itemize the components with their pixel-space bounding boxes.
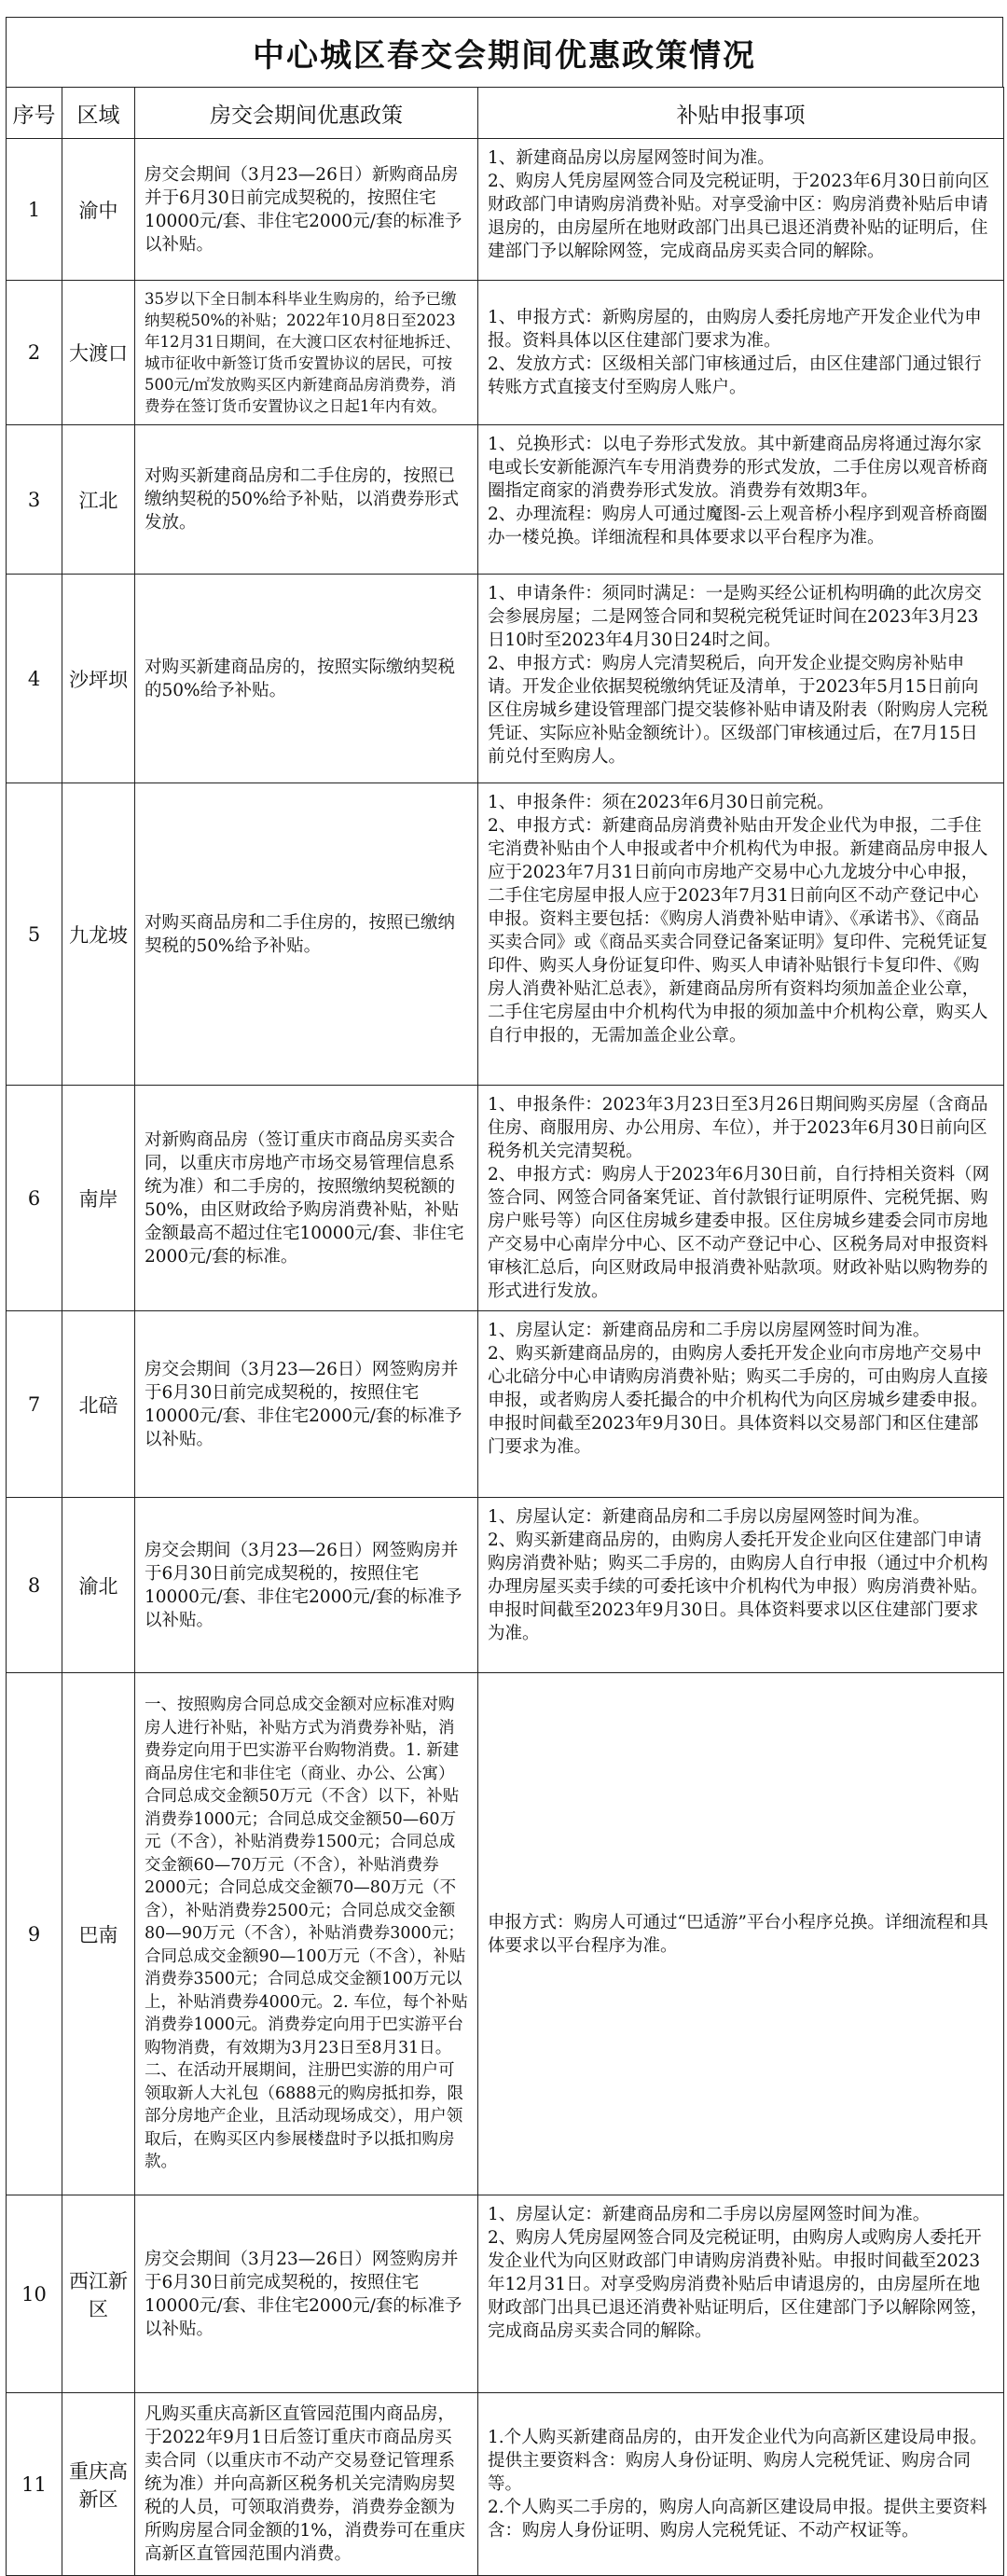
header-apply: 补贴申报事项 [478, 88, 1004, 139]
row-no: 5 [7, 783, 62, 1086]
row-area: 九龙坡 [62, 783, 135, 1086]
row-area: 南岸 [62, 1086, 135, 1311]
row-apply [478, 425, 1004, 575]
table-row [7, 575, 1004, 783]
header-area: 区域 [62, 88, 135, 139]
apply-item: 2.个人购买二手房的，购房人向高新区建设局申报。提供主要资料含：购房人身份证明、购房人完税凭证、不动产权证等。 [488, 2498, 987, 2541]
row-policy: 35岁以下全日制本科毕业生购房的，给予已缴纳契税50%的补贴；2022年10月8日至2023年12月31日期间，在大渡口区农村征地拆迁、城市征收中新签订货币安置协议的居民，可按500元/㎡发放购买区内新建商品房消费券，消费券在签订货币安置协议之日起1年内有效。 [135, 281, 478, 425]
apply-item: 2、购买新建商品房的，由购房人委托开发企业向市房地产交易中心北碚分中心申请购房消费补贴；购买二手房的，可由购房人直接申报，或者购房人委托撮合的中介机构代为向区房城乡建委申报。申报时间截至2023年9月30日。具体资料以交易部门和区住建部门要求为准。 [488, 1344, 988, 1457]
page-title: 中心城区春交会期间优惠政策情况 [6, 17, 1003, 87]
apply-item: 申报方式：购房人可通过“巴适游”平台小程序兑换。详细流程和具体要求以平台程序为准。 [488, 1912, 988, 1956]
row-apply [478, 1086, 1004, 1311]
table-row [7, 139, 1004, 281]
row-policy: 凡购买重庆高新区直管园范围内商品房，于2022年9月1日后签订重庆市商品房买卖合同（以重庆市不动产交易登记管理系统为准）并向高新区税务机关完清购房契税的人员，可领取消费券，消费券金额为所购房屋合同金额的1%，消费券可在重庆高新区直管园范围内消费。 [135, 2393, 478, 2576]
apply-item: 1、房屋认定：新建商品房和二手房以房屋网签时间为准。 [488, 2205, 931, 2224]
row-policy: 房交会期间（3月23—26日）网签购房并于6月30日前完成契税的，按照住宅10000元/套、非住宅2000元/套的标准予以补贴。 [135, 2195, 478, 2393]
apply-item: 2、申报方式：新建商品房消费补贴由开发企业代为申报，二手住宅消费补贴由个人申报或者中介机构代为申报。新建商品房申报人应于2023年7月31日前向市房地产交易中心九龙坡分中心申报，二手住宅房屋申报人应于2023年7月31日前向区不动产登记中心申报。资料主要包括：《购房人消费补贴申请》、《承诺书》、《商品买卖合同》或《商品买卖合同登记备案证明》复印件、完税凭证复印件、购买人身份证复印件、购买人申请补贴银行卡复印件、《购房人消费补贴汇总表》，新建商品房所有资料均须加盖企业公章，二手住宅房屋由中介机构代为申报的须加盖中介机构公章，购买人自行申报的，无需加盖企业公章。 [488, 816, 988, 1046]
row-area: 江北 [62, 425, 135, 575]
apply-item: 1.个人购买新建商品房的，由开发企业代为向高新区建设局申报。提供主要资料含：购房人身份证明、购房人完税凭证、购房合同等。 [488, 2428, 987, 2494]
row-no: 7 [7, 1311, 62, 1498]
row-no: 10 [7, 2195, 62, 2393]
row-apply [478, 1311, 1004, 1498]
table-header-row [7, 88, 1004, 139]
table-row [7, 1498, 1004, 1673]
row-no: 2 [7, 281, 62, 425]
row-apply [478, 139, 1004, 281]
row-policy: 对购买商品房和二手住房的，按照已缴纳契税的50%给予补贴。 [135, 783, 478, 1086]
table-row [7, 1311, 1004, 1498]
apply-item: 2、申报方式：购房人完清契税后，向开发企业提交购房补贴申请。开发企业依据契税缴纳凭证及清单，于2023年5月15日前向区住房城乡建设管理部门提交装修补贴申请及附表（附购房人完税凭证、实际应补贴金额统计）。区级部门审核通过后，在7月15日前兑付至购房人。 [488, 654, 988, 767]
row-area: 西江新区 [62, 2195, 135, 2393]
row-apply [478, 2195, 1004, 2393]
row-no: 4 [7, 575, 62, 783]
row-no: 9 [7, 1673, 62, 2195]
table-row [7, 783, 1004, 1086]
row-no: 6 [7, 1086, 62, 1311]
row-policy: 房交会期间（3月23—26日）网签购房并于6月30日前完成契税的，按照住宅10000元/套、非住宅2000元/套的标准予以补贴。 [135, 1311, 478, 1498]
row-area: 渝中 [62, 139, 135, 281]
row-no: 1 [7, 139, 62, 281]
row-apply [478, 1498, 1004, 1673]
apply-item: 1、申请条件：须同时满足：一是购买经公证机构明确的此次房交会参展房屋；二是网签合同和契税完税凭证时间在2023年3月23日10时至2023年4月30日24时之间。 [488, 584, 982, 650]
apply-item: 2、发放方式：区级相关部门审核通过后，由区住建部门通过银行转账方式直接支付至购房人账户。 [488, 354, 982, 397]
apply-item: 2、购房人凭房屋网签合同及完税证明，由购房人或购房人委托开发企业代为向区财政部门申请购房消费补贴。申报时间截至2023年12月31日。对享受购房消费补贴后申请退房的，由房屋所在地财政部门出具已退还消费补贴证明后，区住建部门予以解除网签，完成商品房买卖合同的解除。 [488, 2228, 988, 2341]
apply-item: 2、办理流程：购房人可通过魔图-云上观音桥小程序到观音桥商圈办一楼兑换。详细流程和具体要求以平台程序为准。 [488, 505, 988, 547]
table-row [7, 425, 1004, 575]
table-row [7, 281, 1004, 425]
apply-item: 1、房屋认定：新建商品房和二手房以房屋网签时间为准。 [488, 1507, 931, 1527]
row-no: 3 [7, 425, 62, 575]
row-policy: 对购买新建商品房和二手住房的，按照已缴纳契税的50%给予补贴，以消费券形式发放。 [135, 425, 478, 575]
row-apply [478, 281, 1004, 425]
row-policy: 房交会期间（3月23—26日）网签购房并于6月30日前完成契税的，按照住宅10000元/套、非住宅2000元/套的标准予以补贴。 [135, 1498, 478, 1673]
table-row [7, 1673, 1004, 2195]
apply-item: 1、房屋认定：新建商品房和二手房以房屋网签时间为准。 [488, 1321, 931, 1340]
row-policy: 一、按照购房合同总成交金额对应标准对购房人进行补贴，补贴方式为消费券补贴，消费券定向用于巴实游平台购物消费。1. 新建商品房住宅和非住宅（商业、办公、公寓）合同总成交金额50万元（不含）以下，补贴消费券1000元；合同总成交金额50—60万元（不含），补贴消费券1500元；合同总成交金额60—70万元（不含），补贴消费券2000元；合同总成交金额70—80万元（不含），补贴消费券2500元；合同总成交金额80—90万元（不含），补贴消费券3000元；合同总成交金额90—100万元（不含），补贴消费券3500元；合同总成交金额100万元以上，补贴消费券4000元。2. 车位，每个补贴消费券1000元。消费券定向用于巴实游平台购物消费，有效期为3月23日至8月31日。二、在活动开展期间，注册巴实游的用户可领取新人大礼包（6888元的购房抵扣券，限部分房地产企业，且活动现场成交），用户领取后，在购买区内参展楼盘时予以抵扣购房款。 [135, 1673, 478, 2195]
row-policy: 房交会期间（3月23—26日）新购商品房并于6月30日前完成契税的，按照住宅10000元/套、非住宅2000元/套的标准予以补贴。 [135, 139, 478, 281]
apply-item: 1、申报方式：新购房屋的，由购房人委托房地产开发企业代为申报。资料具体以区住建部门要求为准。 [488, 308, 982, 351]
row-apply [478, 783, 1004, 1086]
header-no: 序号 [7, 88, 62, 139]
row-apply [478, 575, 1004, 783]
apply-item: 2、申报方式：购房人于2023年6月30日前，自行持相关资料（网签合同、网签合同备案凭证、首付款银行证明原件、完税凭据、购房户账号等）向区住房城乡建委申报。区住房城乡建委会同市房地产交易中心南岸分中心、区不动产登记中心、区税务局对申报资料审核汇总后，向区财政局申报消费补贴款项。财政补贴以购物券的形式进行发放。 [488, 1165, 990, 1301]
row-area: 大渡口 [62, 281, 135, 425]
apply-item: 1、新建商品房以房屋网签时间为准。 [488, 148, 775, 168]
row-area: 重庆高新区 [62, 2393, 135, 2576]
row-area: 北碚 [62, 1311, 135, 1498]
row-no: 11 [7, 2393, 62, 2576]
row-area: 巴南 [62, 1673, 135, 2195]
row-no: 8 [7, 1498, 62, 1673]
table-row [7, 2195, 1004, 2393]
row-apply [478, 1673, 1004, 2195]
row-policy: 对购买新建商品房的，按照实际缴纳契税的50%给予补贴。 [135, 575, 478, 783]
row-area: 渝北 [62, 1498, 135, 1673]
apply-item: 2、购买新建商品房的，由购房人委托开发企业向区住建部门申请购房消费补贴；购买二手房的，由购房人自行申报（通过中介机构办理房屋买卖手续的可委托该中介机构代为申报）购房消费补贴。申报时间截至2023年9月30日。具体资料要求以区住建部门要求为准。 [488, 1530, 988, 1643]
row-policy: 对新购商品房（签订重庆市商品房买卖合同，以重庆市房地产市场交易管理信息系统为准）和二手房的，按照缴纳契税额的50%，由区财政给予购房消费补贴，补贴金额最高不超过住宅10000元/套、非住宅2000元/套的标准。 [135, 1086, 478, 1311]
apply-item: 1、申报条件：2023年3月23日至3月26日期间购买房屋（含商品住房、商服用房、办公用房、车位），并于2023年6月30日前向区税务机关完清契税。 [488, 1095, 988, 1161]
apply-item: 1、申报条件：须在2023年6月30日前完税。 [488, 793, 835, 812]
policy-table [6, 87, 1004, 2576]
row-area: 沙坪坝 [62, 575, 135, 783]
table-row [7, 2393, 1004, 2576]
table-row [7, 1086, 1004, 1311]
apply-item: 1、兑换形式：以电子券形式发放。其中新建商品房将通过海尔家电或长安新能源汽车专用消费券的形式发放，二手住房以观音桥商圈指定商家的消费券形式发放。消费券有效期3年。 [488, 435, 988, 501]
apply-item: 2、购房人凭房屋网签合同及完税证明，于2023年6月30日前向区财政部门申请购房消费补贴。对享受渝中区：购房消费补贴后申请退房的，由房屋所在地财政部门出具已退还消费补贴的证明后，住建部门予以解除网签，完成商品房买卖合同的解除。 [488, 172, 990, 261]
header-policy: 房交会期间优惠政策 [135, 88, 478, 139]
row-apply [478, 2393, 1004, 2576]
